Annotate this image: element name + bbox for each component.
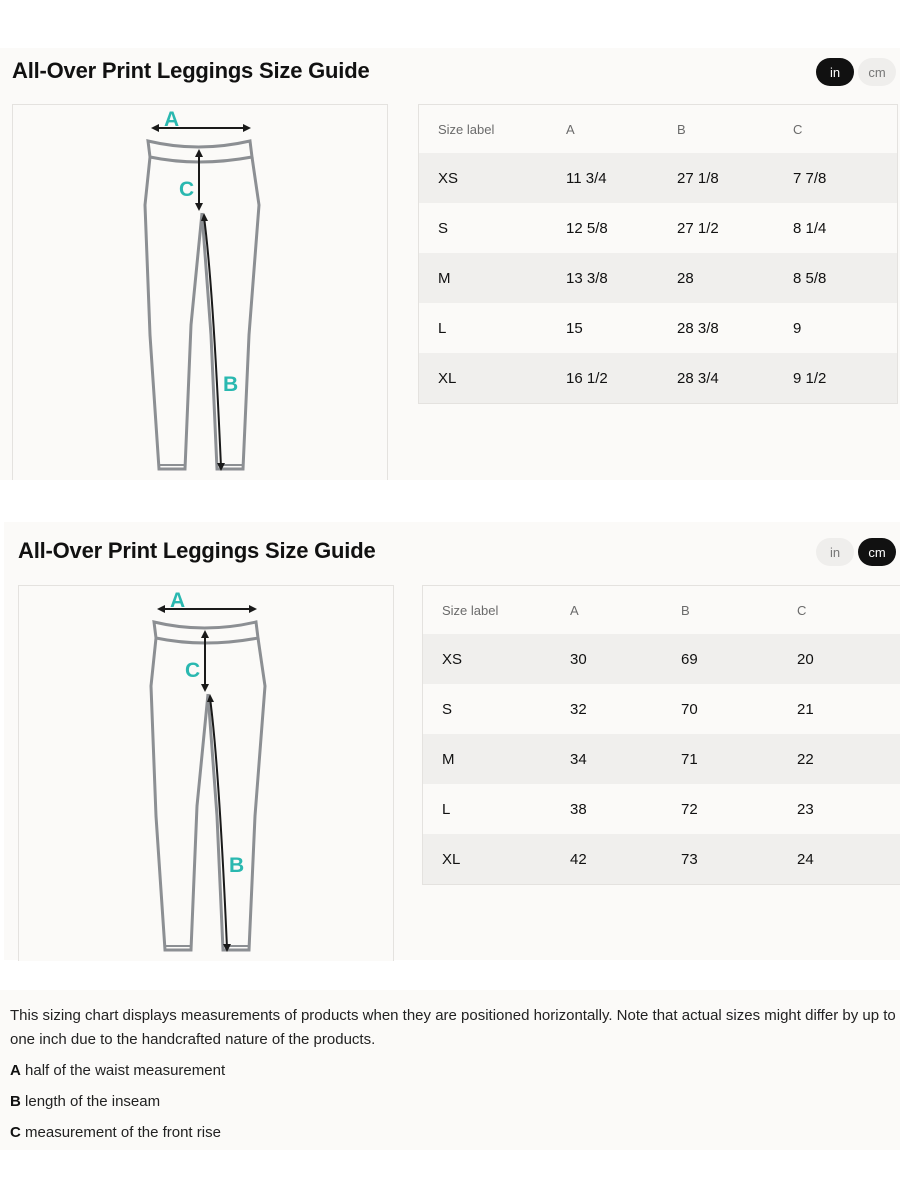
- size-guide-inches: [0, 48, 900, 480]
- header-c: C: [793, 121, 803, 137]
- cell-size: XS: [442, 650, 463, 668]
- cell-b: 71: [681, 750, 698, 768]
- diagram-label-a: A: [170, 589, 186, 612]
- unit-in-button[interactable]: in: [816, 58, 854, 86]
- legend-key: B: [10, 1093, 21, 1110]
- cell-size: S: [442, 700, 453, 718]
- cell-b: 28: [677, 269, 694, 287]
- cell-size: M: [442, 750, 455, 768]
- cell-a: 34: [570, 750, 587, 768]
- table-header: [419, 105, 897, 153]
- header-size-label: Size label: [442, 602, 499, 618]
- unit-toggle: [816, 538, 896, 566]
- cell-a: 38: [570, 800, 587, 818]
- header-b: B: [677, 121, 686, 137]
- header-a: A: [566, 121, 575, 137]
- cell-size: XL: [438, 369, 457, 387]
- table-row: [423, 734, 900, 784]
- unit-toggle: [816, 58, 896, 86]
- cell-c: 23: [797, 800, 814, 818]
- table-row: [419, 203, 897, 253]
- legend-key: A: [10, 1062, 21, 1079]
- diagram-label-b: B: [223, 373, 239, 396]
- cell-a: 11 3/4: [566, 169, 607, 187]
- leggings-diagram: [12, 104, 388, 480]
- cell-b: 28 3/4: [677, 369, 719, 387]
- cell-c: 24: [797, 850, 814, 868]
- cell-b: 72: [681, 800, 698, 818]
- cell-c: 8 5/8: [793, 269, 827, 287]
- legend-item-c: [10, 1121, 890, 1145]
- sizing-description: This sizing chart displays measurements of products when they are positioned horizontally. Note that actual sizes might differ by up to one inch due to the handcrafted nature of the products.: [10, 1007, 896, 1048]
- header-c: C: [797, 602, 807, 618]
- legend-text: measurement of the front rise: [25, 1124, 221, 1141]
- cell-b: 27 1/8: [677, 169, 719, 187]
- size-notes: [0, 990, 900, 1150]
- header-size-label: Size label: [438, 121, 495, 137]
- legend-text: length of the inseam: [25, 1093, 161, 1110]
- page-title: All-Over Print Leggings Size Guide: [12, 58, 370, 83]
- cell-a: 16 1/2: [566, 369, 608, 387]
- cell-a: 13 3/8: [566, 269, 608, 287]
- size-table-inches: [418, 104, 898, 404]
- cell-a: 12 5/8: [566, 219, 608, 237]
- table-row: [423, 634, 900, 684]
- diagram-label-c: C: [185, 659, 201, 682]
- cell-c: 9: [793, 319, 802, 337]
- unit-cm-button[interactable]: cm: [858, 58, 896, 86]
- cell-a: 42: [570, 850, 587, 868]
- legend-text: half of the waist measurement: [25, 1062, 226, 1079]
- table-row: [419, 153, 897, 203]
- table-row: [423, 834, 900, 884]
- diagram-label-b: B: [229, 854, 245, 877]
- cell-b: 28 3/8: [677, 319, 719, 337]
- cell-b: 69: [681, 650, 698, 668]
- leggings-outline-icon: [19, 586, 395, 962]
- legend-key: C: [10, 1124, 21, 1141]
- table-row: [419, 353, 897, 403]
- page-title: All-Over Print Leggings Size Guide: [18, 538, 376, 563]
- cell-size: L: [438, 319, 447, 337]
- cell-size: M: [438, 269, 451, 287]
- cell-size: S: [438, 219, 449, 237]
- legend-item-a: [10, 1059, 890, 1083]
- diagram-label-c: C: [179, 178, 195, 201]
- cell-c: 8 1/4: [793, 219, 827, 237]
- cell-c: 7 7/8: [793, 169, 827, 187]
- cell-size: XS: [438, 169, 459, 187]
- cell-b: 27 1/2: [677, 219, 719, 237]
- size-table-cm: [422, 585, 900, 885]
- cell-size: XL: [442, 850, 461, 868]
- cell-a: 15: [566, 319, 583, 337]
- cell-c: 9 1/2: [793, 369, 827, 387]
- leggings-outline-icon: [13, 105, 389, 481]
- table-header: [423, 586, 900, 634]
- cell-c: 21: [797, 700, 814, 718]
- table-row: [419, 253, 897, 303]
- cell-a: 30: [570, 650, 587, 668]
- diagram-label-a: A: [164, 108, 180, 131]
- size-guide-cm: [4, 522, 900, 960]
- header-a: A: [570, 602, 579, 618]
- table-row: [419, 303, 897, 353]
- cell-b: 73: [681, 850, 698, 868]
- legend-item-b: [10, 1090, 890, 1114]
- cell-b: 70: [681, 700, 698, 718]
- unit-cm-button[interactable]: cm: [858, 538, 896, 566]
- leggings-diagram: [18, 585, 394, 961]
- cell-c: 20: [797, 650, 814, 668]
- table-row: [423, 784, 900, 834]
- cell-size: L: [442, 800, 451, 818]
- header-b: B: [681, 602, 690, 618]
- table-row: [423, 684, 900, 734]
- unit-in-button[interactable]: in: [816, 538, 854, 566]
- cell-a: 32: [570, 700, 587, 718]
- cell-c: 22: [797, 750, 814, 768]
